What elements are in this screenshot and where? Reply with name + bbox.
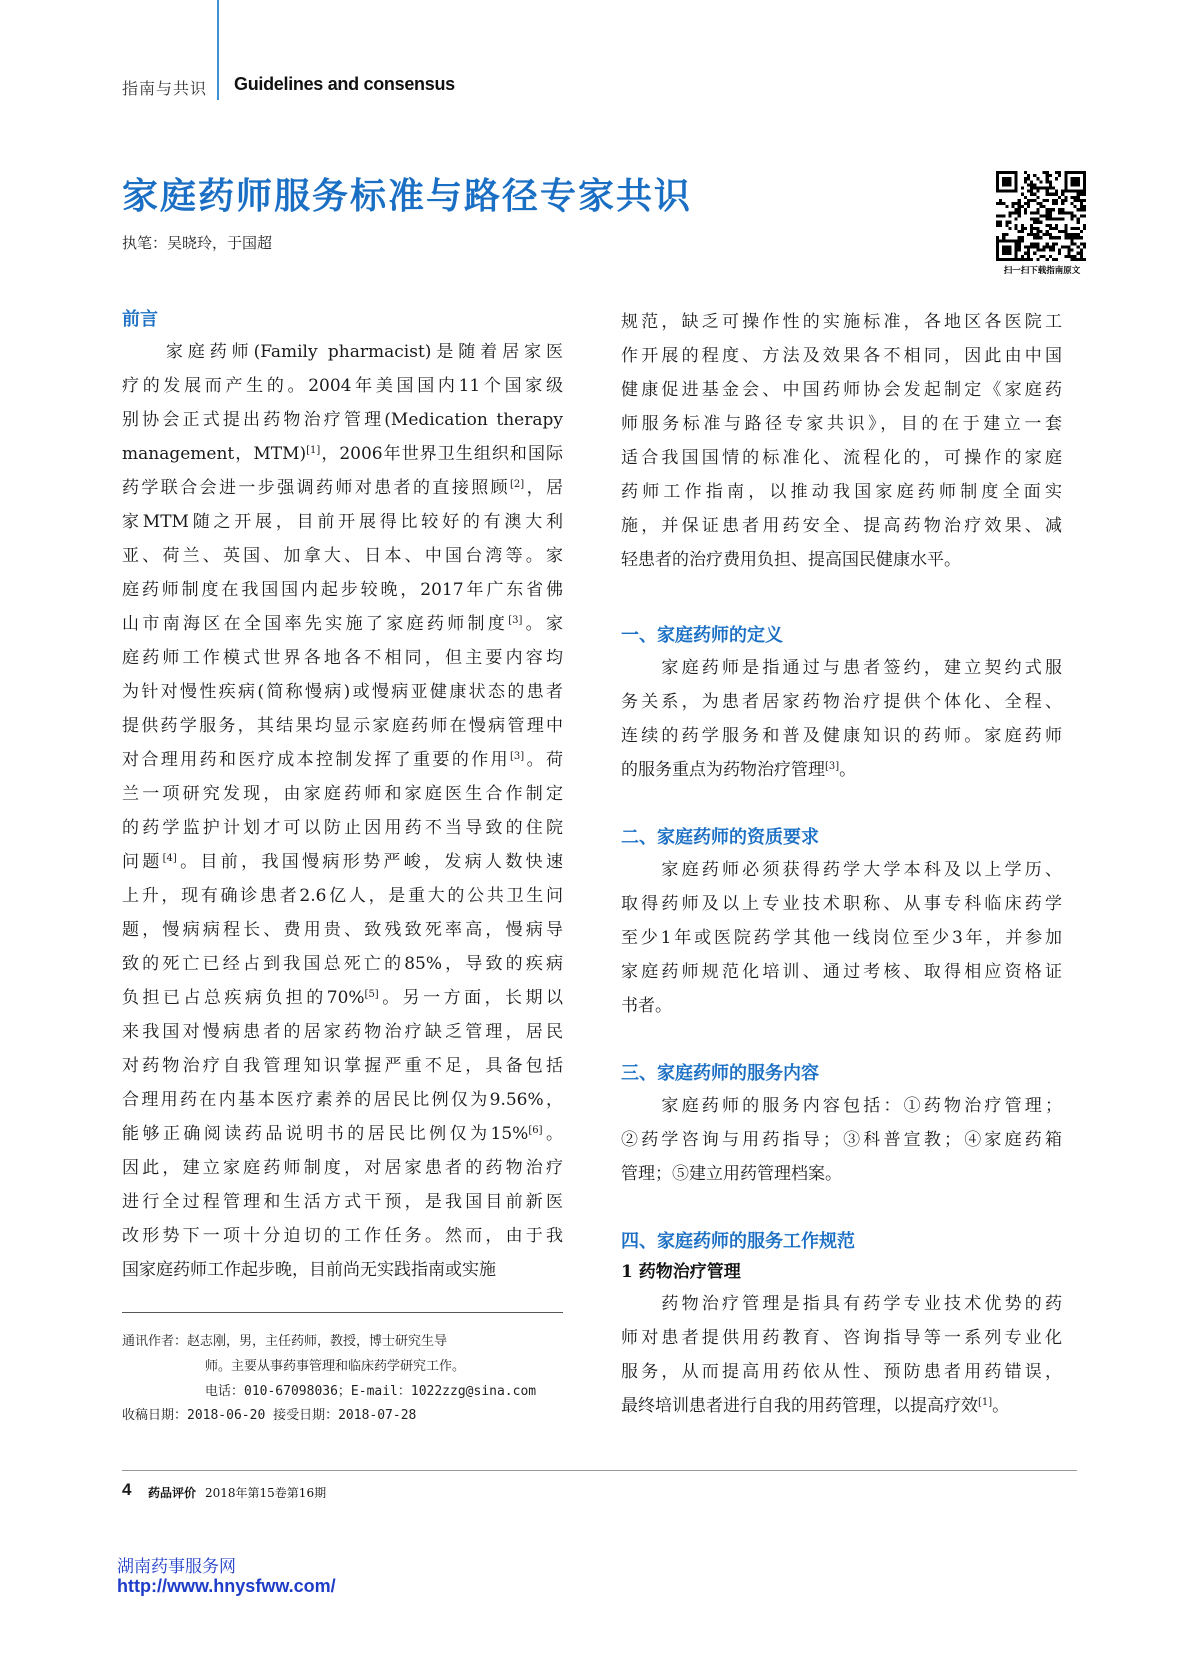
text-line: 服务，从而提高用药依从性、预防患者用药错误， xyxy=(621,1362,1062,1382)
text-line: 致的死亡已经占到我国总死亡的85%，导致的疾病 xyxy=(122,954,563,974)
text-line: 对合理用药和医疗成本控制发挥了重要的作用[3]。荷 xyxy=(122,750,564,770)
text-line: 务关系，为患者居家药物治疗提供个体化、全程、 xyxy=(621,692,1062,712)
text-line: 家庭药师必须获得药学大学本科及以上学历、 xyxy=(621,860,1062,880)
footnote-corresponding-author: 通讯作者：赵志刚，男，主任药师，教授，博士研究生导 xyxy=(122,1334,448,1349)
header-section-en: Guidelines and consensus xyxy=(234,74,455,94)
text-line: 药师工作指南，以推动我国家庭药师制度全面实 xyxy=(621,482,1062,502)
footer-rule xyxy=(122,1470,1077,1471)
journal-volume: 2018年第15卷第16期 xyxy=(205,1486,327,1500)
text-line: 庭药师制度在我国国内起步较晚，2017年广东省佛 xyxy=(122,580,563,600)
qr-code-icon[interactable] xyxy=(996,171,1086,261)
text-line: 山市南海区在全国率先实施了家庭药师制度[3]。家 xyxy=(122,614,564,634)
text-line: ②药学咨询与用药指导；③科普宣教；④家庭药箱 xyxy=(621,1130,1062,1150)
preface-paragraph-continued xyxy=(621,305,1062,577)
text-line: 适合我国国情的标准化、流程化的，可操作的家庭 xyxy=(621,448,1062,468)
section-heading-service-content: 三、家庭药师的服务内容 xyxy=(621,1063,819,1084)
text-line: 师对患者提供用药教育、咨询指导等一系列专业化 xyxy=(621,1328,1062,1348)
watermark-site-name: 湖南药事服务网 xyxy=(117,1557,236,1577)
text-line: 家庭药师(Family pharmacist)是随着居家医 xyxy=(122,342,563,362)
article-authors: 执笔：吴晓玲，于国超 xyxy=(122,234,273,252)
text-line: 药物治疗管理是指具有药学专业技术优势的药 xyxy=(621,1294,1062,1314)
text-line: 书者。 xyxy=(621,996,672,1016)
preface-paragraph xyxy=(122,335,563,1287)
section-heading-qualification: 二、家庭药师的资质要求 xyxy=(621,827,819,848)
section-heading-service-norms: 四、家庭药师的服务工作规范 xyxy=(621,1231,855,1252)
section-heading-definition: 一、家庭药师的定义 xyxy=(621,625,783,646)
text-line: 别协会正式提出药物治疗管理(Medication therapy xyxy=(122,410,563,430)
text-line: 合理用药在内基本医疗素养的居民比例仅为9.56%， xyxy=(122,1090,563,1110)
service-content-paragraph xyxy=(621,1089,1062,1191)
text-line: 家庭药师的服务内容包括：①药物治疗管理； xyxy=(621,1096,1062,1116)
text-line: 的药学监护计划才可以防止因用药不当导致的住院 xyxy=(122,818,563,838)
header-divider-line xyxy=(217,0,219,100)
text-line: 管理；⑤建立用药管理档案。 xyxy=(621,1164,842,1184)
text-line: 家MTM随之开展，目前开展得比较好的有澳大利 xyxy=(122,512,563,532)
text-line: 连续的药学服务和普及健康知识的药师。家庭药师 xyxy=(621,726,1062,746)
right-column xyxy=(621,305,1062,1423)
footnote-dates: 收稿日期：2018-06-20 接受日期：2018-07-28 xyxy=(122,1408,417,1423)
footnote-contact[interactable]: 电话：010-67098036；E-mail：1022zzg@sina.com xyxy=(205,1384,537,1399)
text-line: 进行全过程管理和生活方式干预，是我国目前新医 xyxy=(122,1192,563,1212)
text-line: 师服务标准与路径专家共识》，目的在于建立一套 xyxy=(621,414,1062,434)
text-line: 最终培训患者进行自我的用药管理，以提高疗效[1]。 xyxy=(621,1396,1010,1416)
text-line: 药学联合会进一步强调药师对患者的直接照顾[2]，居 xyxy=(122,478,564,498)
footnote-author-bio: 师。主要从事药事管理和临床药学研究工作。 xyxy=(205,1359,466,1374)
text-line: 家庭药师是指通过与患者签约，建立契约式服 xyxy=(621,658,1062,678)
text-line: 提供药学服务，其结果均显示家庭药师在慢病管理中 xyxy=(122,716,563,736)
text-line: 庭药师工作模式世界各地各不相同，但主要内容均 xyxy=(122,648,563,668)
header-section-cn: 指南与共识 xyxy=(122,79,208,98)
page-number: 4 xyxy=(122,1480,132,1499)
left-column xyxy=(122,305,563,1287)
text-line: 家庭药师规范化培训、通过考核、取得相应资格证 xyxy=(621,962,1062,982)
text-line: 能够正确阅读药品说明书的居民比例仅为15%[6]。 xyxy=(122,1124,563,1144)
definition-paragraph xyxy=(621,651,1062,787)
text-line: 取得药师及以上专业技术职称、从事专科临床药学 xyxy=(621,894,1062,914)
text-line: 的服务重点为药物治疗管理[3]。 xyxy=(621,760,857,780)
text-line: 轻患者的治疗费用负担、提高国民健康水平。 xyxy=(621,550,961,570)
subsection-heading-mtm: 1 药物治疗管理 xyxy=(621,1262,741,1282)
qr-caption: 扫一扫下载指南原文 xyxy=(1003,266,1081,276)
text-line: 问题[4]。目前，我国慢病形势严峻，发病人数快速 xyxy=(122,852,564,872)
text-line: 为针对慢性疾病(简称慢病)或慢病亚健康状态的患者 xyxy=(122,682,563,702)
text-line: 健康促进基金会、中国药师协会发起制定《家庭药 xyxy=(621,380,1062,400)
text-line: 上升，现有确诊患者2.6亿人，是重大的公共卫生问 xyxy=(122,886,563,906)
text-line: 来我国对慢病患者的居家药物治疗缺乏管理，居民 xyxy=(122,1022,563,1042)
text-line: management，MTM)[1]，2006年世界卫生组织和国际 xyxy=(122,444,563,464)
qualification-paragraph xyxy=(621,853,1062,1023)
watermark-url-link[interactable]: http://www.hnysfww.com/ xyxy=(117,1576,336,1596)
text-line: 对药物治疗自我管理知识掌握严重不足，具备包括 xyxy=(122,1056,563,1076)
text-line: 改形势下一项十分迫切的工作任务。然而，由于我 xyxy=(122,1226,563,1246)
text-line: 施，并保证患者用药安全、提高药物治疗效果、减 xyxy=(621,516,1062,536)
mtm-paragraph xyxy=(621,1287,1062,1423)
text-line: 亚、荷兰、英国、加拿大、日本、中国台湾等。家 xyxy=(122,546,563,566)
text-line: 国家庭药师工作起步晚，目前尚无实践指南或实施 xyxy=(122,1260,496,1280)
text-line: 疗的发展而产生的。2004年美国国内11个国家级 xyxy=(122,376,563,396)
footnote-rule xyxy=(122,1312,563,1313)
text-line: 题，慢病病程长、费用贵、致残致死率高，慢病导 xyxy=(122,920,563,940)
text-line: 至少1年或医院药学其他一线岗位至少3年，并参加 xyxy=(621,928,1062,948)
article-title: 家庭药师服务标准与路径专家共识 xyxy=(122,175,693,217)
journal-name: 药品评价 xyxy=(148,1486,197,1500)
text-line: 规范，缺乏可操作性的实施标准，各地区各医院工 xyxy=(621,312,1062,332)
text-line: 作开展的程度、方法及效果各不相同，因此由中国 xyxy=(621,346,1062,366)
text-line: 负担已占总疾病负担的70%[5]。另一方面，长期以 xyxy=(122,988,563,1008)
text-line: 兰一项研究发现，由家庭药师和家庭医生合作制定 xyxy=(122,784,563,804)
text-line: 因此，建立家庭药师制度，对居家患者的药物治疗 xyxy=(122,1158,563,1178)
section-heading-preface: 前言 xyxy=(122,309,158,330)
